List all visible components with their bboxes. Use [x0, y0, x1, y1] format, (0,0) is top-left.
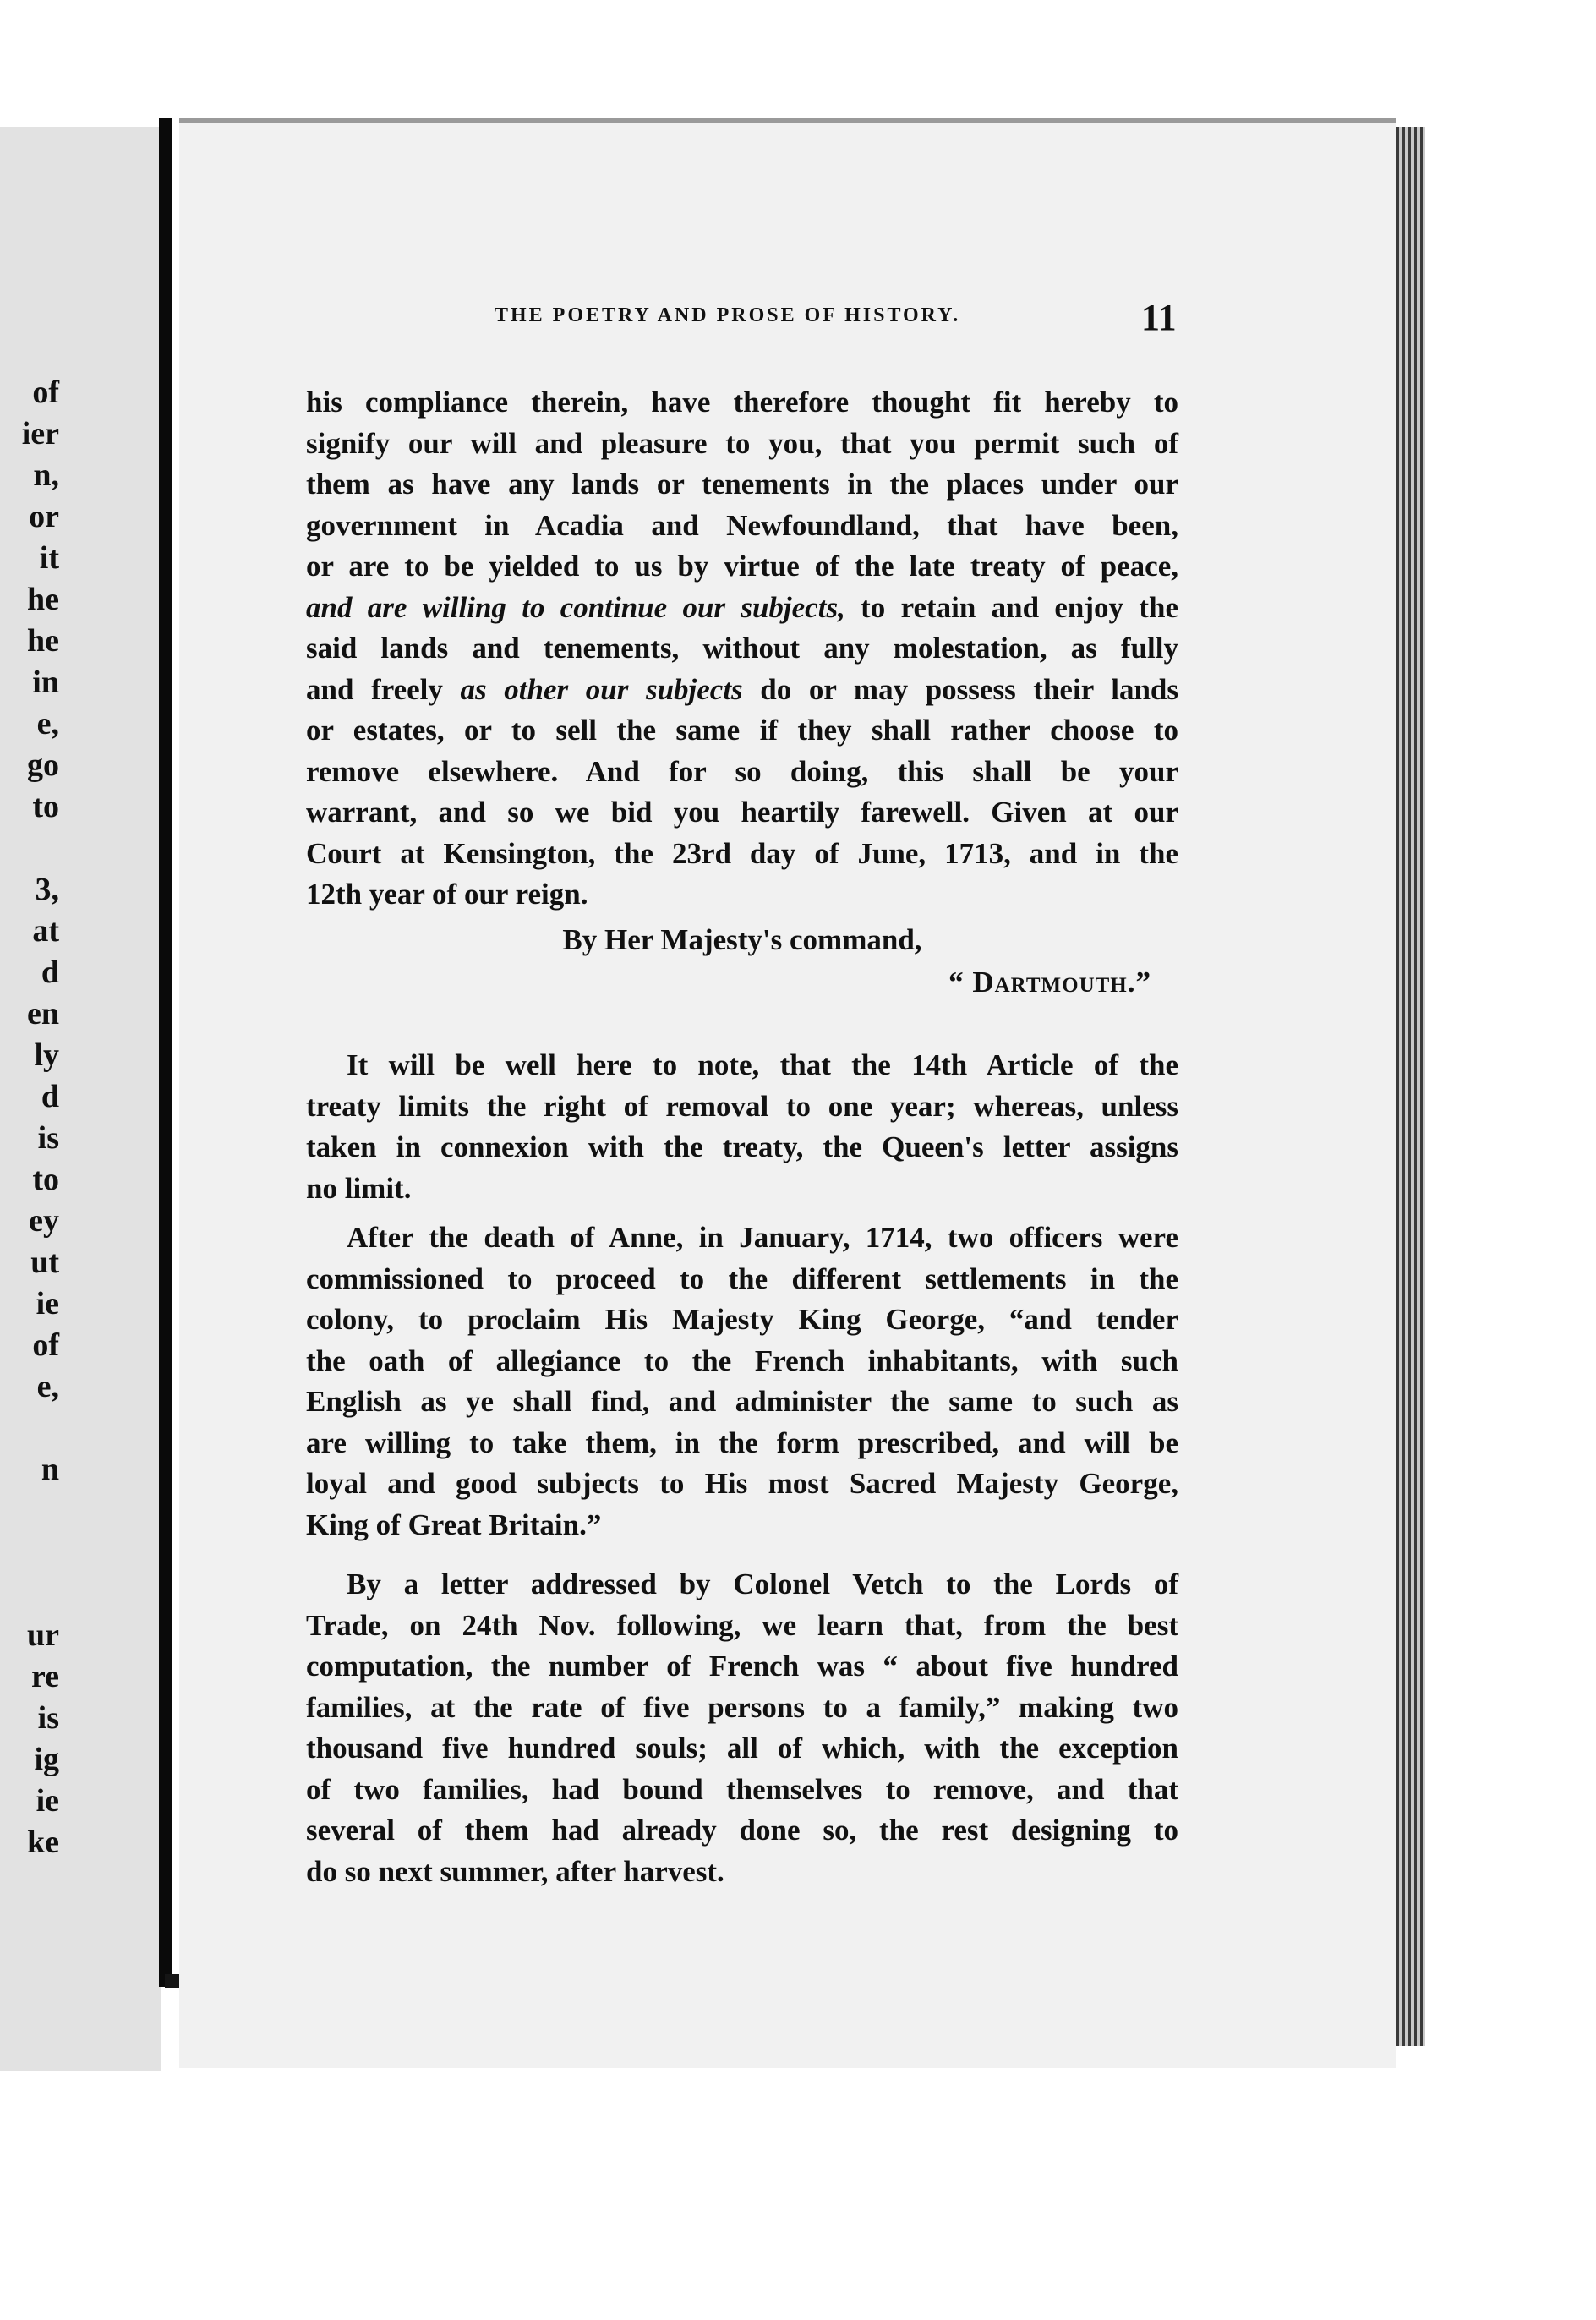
text-span: to retain and enjoy the — [844, 590, 1178, 624]
margin-fragment: ig — [34, 1742, 59, 1777]
text-line: After the death of Anne, in January, 1714, two officers were — [347, 1221, 1178, 1254]
margin-fragment — [0, 1573, 59, 1615]
margin-fragment: d — [41, 1079, 59, 1114]
margin-fragment: ie — [36, 1286, 59, 1321]
book-gutter — [159, 118, 172, 1987]
text-line: Trade, on 24th Nov. following, we learn that, from the best — [306, 1608, 1178, 1642]
margin-fragment: he — [27, 582, 59, 617]
margin-fragment: is — [37, 1700, 59, 1736]
margin-fragment: ly — [34, 1037, 59, 1073]
margin-fragment: of — [32, 1327, 59, 1363]
paragraph — [306, 1564, 1178, 1892]
text-line: English as ye shall find, and administer the same to such as — [306, 1385, 1178, 1418]
margin-fragment: he — [27, 623, 59, 659]
margin-fragment — [0, 1491, 59, 1532]
page-edges — [1396, 127, 1425, 2046]
text-line: families, at the rate of five persons to a family,” making two — [306, 1690, 1178, 1724]
margin-fragment: ut — [30, 1245, 59, 1280]
text-line: several of them had already done so, the rest designing to — [306, 1814, 1178, 1847]
margin-fragment: it — [39, 540, 59, 576]
margin-fragment: to — [32, 1162, 59, 1197]
text-line: said lands and tenements, without any molestation, as fully — [306, 632, 1178, 665]
text-line: By a letter addressed by Colonel Vetch to the Lords of — [347, 1568, 1178, 1600]
text-line: treaty limits the right of removal to one year; whereas, unless — [306, 1089, 1178, 1123]
margin-fragment: or — [29, 499, 59, 534]
page-number: 11 — [1141, 297, 1177, 338]
text-line: are willing to take them, in the form prescribed, and will be — [306, 1425, 1178, 1459]
margin-fragment: go — [27, 747, 59, 783]
text-line: warrant, and so we bid you heartily farewell. Given at our — [306, 796, 1178, 829]
text-line — [306, 588, 1178, 629]
text-line: the oath of allegiance to the French inhabitants, with such — [306, 1343, 1178, 1377]
margin-fragment: of — [32, 375, 59, 410]
text-line: loyal and good subjects to His most Sacred Majesty George, — [306, 1467, 1178, 1500]
margin-fragment — [0, 828, 59, 869]
paragraph — [306, 1045, 1178, 1209]
margin-fragment — [0, 1532, 59, 1573]
margin-fragment: 3, — [35, 872, 59, 907]
text-line: government in Acadia and Newfoundland, that have been, — [306, 508, 1178, 542]
text-line: signify our will and pleasure to you, that you permit such of — [306, 426, 1178, 460]
margin-fragment — [0, 1408, 59, 1449]
letter-command: By Her Majesty's command, — [562, 923, 922, 956]
text-line: of two families, had bound themselves to remove, and that — [306, 1772, 1178, 1806]
paragraph — [306, 1217, 1178, 1546]
margin-fragment: n, — [33, 457, 59, 493]
text-line: commissioned to proceed to the different settlements in the — [306, 1261, 1178, 1295]
margin-fragment: en — [27, 996, 59, 1031]
text-line: It will be well here to note, that the 14th Article of the — [347, 1048, 1178, 1081]
text-line: colony, to proclaim His Majesty King George, “and tender — [306, 1303, 1178, 1336]
margin-fragment: n — [41, 1452, 59, 1487]
margin-fragment: ier — [21, 416, 59, 451]
text-line: remove elsewhere. And for so doing, this shall be your — [306, 754, 1178, 788]
italic-phrase: as other our subjects — [460, 672, 743, 706]
margin-fragment: ke — [27, 1825, 59, 1860]
margin-fragment: in — [32, 665, 59, 700]
text-line: computation, the number of French was “ about five hundred — [306, 1650, 1178, 1683]
margin-fragment: e, — [36, 1369, 59, 1404]
text-line: Court at Kensington, the 23rd day of June, 1713, and in the — [306, 836, 1178, 870]
margin-fragment: re — [30, 1659, 59, 1694]
running-head: THE POETRY AND PROSE OF HISTORY. — [495, 304, 961, 326]
margin-fragment: ie — [36, 1783, 59, 1819]
margin-fragment: d — [41, 955, 59, 990]
text-line: taken in connexion with the treaty, the Queen's letter assigns — [306, 1130, 1178, 1163]
margin-fragment: e, — [36, 706, 59, 741]
margin-fragment: ey — [29, 1203, 59, 1239]
text-line: King of Great Britain.” — [306, 1507, 602, 1541]
text-line: or estates, or to sell the same if they shall rather choose to — [306, 714, 1178, 747]
text-line: thousand five hundred souls; all of which, with the exception — [306, 1732, 1178, 1765]
text-line: do so next summer, after harvest. — [306, 1854, 724, 1888]
margin-fragment: at — [32, 913, 59, 949]
text-span: do or may possess their lands — [742, 672, 1178, 706]
margin-fragment: is — [37, 1120, 59, 1156]
text-line: his compliance therein, have therefore thought fit hereby to — [306, 386, 1178, 419]
margin-fragment: to — [32, 789, 59, 824]
margin-fragment: ur — [27, 1617, 59, 1653]
text-line: no limit. — [306, 1171, 412, 1205]
facing-page-text-fragments — [0, 372, 59, 1863]
text-line — [306, 670, 1178, 711]
text-line: or are to be yielded to us by virtue of the late treaty of peace, — [306, 550, 1178, 583]
text-line: them as have any lands or tenements in the places under our — [306, 468, 1178, 501]
italic-phrase: and are willing to continue our subjects, — [306, 590, 845, 624]
letter-text — [306, 382, 1178, 916]
text-line: 12th year of our reign. — [306, 878, 588, 911]
text-span: and freely — [306, 672, 461, 706]
letter-signature: “ Dartmouth.” — [948, 966, 1151, 999]
